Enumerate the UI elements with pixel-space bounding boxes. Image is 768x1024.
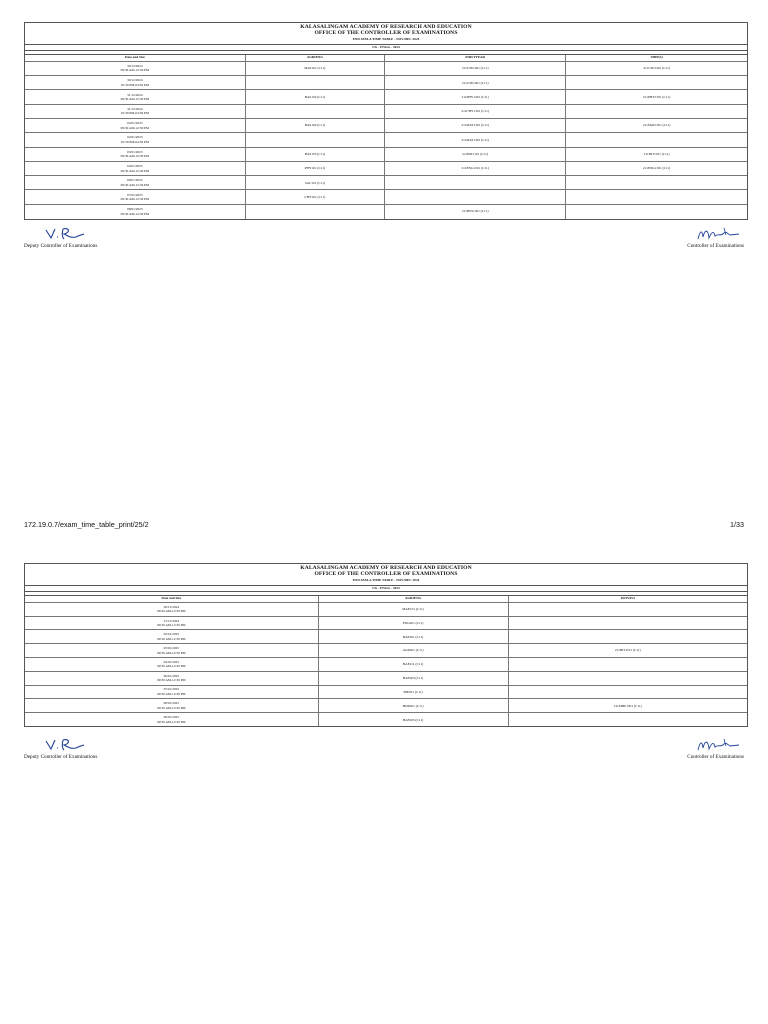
- course-cell: 211BIT1101 (C11): [508, 644, 747, 658]
- timetable-sheet-2: [24, 563, 748, 727]
- date-slot-cell: 04/01/2025 09:30 AM-12:30 PM: [25, 161, 245, 175]
- date-slot-cell: 07/01/2025 09:30 AM-12:30 PM: [25, 190, 245, 204]
- exam-title: END SEM-A TIME TABLE - NOV/DEC 2024: [352, 577, 420, 582]
- date-slot-cell: 30/12/2024 09:30 AM-12:30 PM: [25, 602, 318, 616]
- course-cell: BAS104 (C11): [245, 119, 384, 133]
- course-cell: [508, 658, 747, 672]
- timetable-table: [25, 55, 747, 219]
- course-cell: 211CSE1401 (C11): [385, 76, 566, 90]
- course-cell: ENG201 (C11): [318, 616, 508, 630]
- course-cell: 211PHY1301 (C11): [566, 90, 747, 104]
- course-cell: 211ENG1301 (C11): [385, 161, 566, 175]
- course-cell: [566, 176, 747, 190]
- sheet-header: [25, 23, 747, 45]
- date-slot-cell: 03/01/2025 09:30 AM-12:30 PM: [25, 147, 245, 161]
- course-cell: [385, 176, 566, 190]
- timetable-sheet-1: [24, 22, 748, 220]
- deputy-controller-signature: [24, 736, 144, 760]
- table-row: [25, 61, 747, 75]
- course-cell: 211CSE1401 (C11): [566, 61, 747, 75]
- date-slot-cell: 02/01/2025 09:30 AM-12:30 PM: [25, 630, 318, 644]
- course-cell: 211ENG1301 (C11): [566, 161, 747, 175]
- course-cell: [566, 190, 747, 204]
- course-cell: MAE101 (C11): [318, 602, 508, 616]
- table-row: [25, 630, 747, 644]
- course-cell: [566, 204, 747, 218]
- course-cell: [508, 630, 747, 644]
- controller-label: Controller of Examinations: [687, 243, 744, 249]
- table-row: [25, 685, 747, 699]
- table-row: [25, 104, 747, 118]
- date-slot-cell: 02/01/2025 01:30 PM-04:30 PM: [25, 133, 245, 147]
- table-row: [25, 204, 747, 218]
- date-slot-cell: 06/01/2025 09:30 AM-12:30 PM: [25, 671, 318, 685]
- signature-icon: [24, 736, 84, 754]
- page-number: 1/33: [730, 520, 744, 529]
- date-slot-cell: 03/01/2025 09:30 AM-12:30 PM: [25, 644, 318, 658]
- date-slot-cell: 31/12/2024 01:30 PM-04:30 PM: [25, 104, 245, 118]
- course-cell: SAC101 (C11): [245, 176, 384, 190]
- course-cell: [508, 713, 747, 727]
- date-slot-cell: 07/01/2025 09:30 AM-12:30 PM: [25, 685, 318, 699]
- course-cell: CHY101 (C11): [245, 190, 384, 204]
- signature-icon: [684, 736, 744, 754]
- date-slot-cell: 30/12/2024 01:30 PM-04:30 PM: [25, 76, 245, 90]
- table-row: [25, 147, 747, 161]
- page-url: 172.19.0.7/exam_time_table_print/25/2: [24, 520, 149, 529]
- sheet-header: [25, 564, 747, 586]
- controller-signature: [624, 736, 744, 760]
- date-slot-cell: 31/12/2024 09:30 AM-12:30 PM: [25, 616, 318, 630]
- course-cell: [508, 671, 747, 685]
- course-cell: 211MAT1301 (C11): [385, 133, 566, 147]
- course-cell: [245, 133, 384, 147]
- course-cell: MAT101 (C11): [245, 61, 384, 75]
- signature-icon: [24, 225, 84, 243]
- programme-label: UG - ENGG - 2023: [25, 586, 747, 592]
- course-cell: HOR201 (C11): [318, 699, 508, 713]
- course-cell: 211CSE1401 (C11): [385, 61, 566, 75]
- course-cell: BAE201 (C11): [318, 630, 508, 644]
- course-cell: [508, 602, 747, 616]
- office-name: OFFICE OF THE CONTROLLER OF EXAMINATIONS: [314, 30, 458, 37]
- table-row: [25, 699, 747, 713]
- table-row: [25, 713, 747, 727]
- table-row: [25, 119, 747, 133]
- course-cell: BAS105 (C11): [245, 147, 384, 161]
- date-slot-cell: 04/01/2025 09:30 AM-12:30 PM: [25, 658, 318, 672]
- table-row: [25, 90, 747, 104]
- course-cell: BAE205 (C11): [318, 713, 508, 727]
- table-row: [25, 176, 747, 190]
- date-slot-cell: 08/01/2025 09:30 AM-12:30 PM: [25, 699, 318, 713]
- course-cell: BAE203 (C11): [318, 671, 508, 685]
- course-cell: 211PHY1301 (C11): [385, 90, 566, 104]
- column-header: Date and Slot: [25, 596, 318, 603]
- controller-signature: [624, 225, 744, 249]
- course-cell: [508, 685, 747, 699]
- course-cell: BAE211 (C11): [318, 658, 508, 672]
- column-header: SHIP(S): [566, 55, 747, 62]
- timetable-table: [25, 596, 747, 727]
- course-cell: 211CHY1301 (C11): [385, 104, 566, 118]
- programme-label: UG - ENGG - 2024: [25, 45, 747, 51]
- course-cell: 211HSS1301 (C11): [385, 204, 566, 218]
- course-cell: [566, 133, 747, 147]
- table-row: [25, 658, 747, 672]
- course-cell: [508, 616, 747, 630]
- table-row: [25, 161, 747, 175]
- table-row: [25, 602, 747, 616]
- office-name: OFFICE OF THE CONTROLLER OF EXAMINATIONS: [314, 571, 458, 578]
- course-cell: 211MAT1301 (C11): [385, 119, 566, 133]
- course-cell: [566, 104, 747, 118]
- table-row: [25, 133, 747, 147]
- column-header: AGRIENG: [245, 55, 384, 62]
- course-cell: 211BIT1101 (C11): [566, 147, 747, 161]
- course-cell: 211MHE1301 (C11): [508, 699, 747, 713]
- course-cell: [385, 190, 566, 204]
- controller-label: Controller of Examinations: [687, 754, 744, 760]
- date-slot-cell: 02/01/2025 09:30 AM-12:30 PM: [25, 119, 245, 133]
- course-cell: [245, 76, 384, 90]
- deputy-controller-label: Deputy Controller of Examinations: [24, 754, 98, 760]
- institution-name: KALASALINGAM ACADEMY OF RESEARCH AND EDUCATION: [300, 24, 472, 30]
- date-slot-cell: 08/01/2025 09:30 AM-12:30 PM: [25, 204, 245, 218]
- institution-name: KALASALINGAM ACADEMY OF RESEARCH AND EDUCATION: [300, 565, 472, 571]
- column-header: AGRIENG: [318, 596, 508, 603]
- table-row: [25, 644, 747, 658]
- course-cell: PHY101 (C11): [245, 161, 384, 175]
- deputy-controller-label: Deputy Controller of Examinations: [24, 243, 98, 249]
- table-row: [25, 190, 747, 204]
- course-cell: BAS102 (C11): [245, 90, 384, 104]
- course-cell: [245, 104, 384, 118]
- date-slot-cell: 09/01/2025 09:30 AM-12:30 PM: [25, 713, 318, 727]
- signature-icon: [684, 225, 744, 243]
- course-cell: [245, 204, 384, 218]
- course-cell: 211BIT1101 (C11): [385, 147, 566, 161]
- course-cell: BIE201 (C11): [318, 685, 508, 699]
- column-header: INOVAVI: [508, 596, 747, 603]
- table-row: [25, 616, 747, 630]
- column-header: FIRSTYEAR: [385, 55, 566, 62]
- date-slot-cell: 31/12/2024 09:30 AM-12:30 PM: [25, 90, 245, 104]
- column-header: Date and Slot: [25, 55, 245, 62]
- course-cell: 211MAT1301 (C11): [566, 119, 747, 133]
- table-row: [25, 76, 747, 90]
- deputy-controller-signature: [24, 225, 144, 249]
- table-row: [25, 671, 747, 685]
- exam-title: END SEM-A TIME TABLE - NOV/DEC 2024: [352, 36, 420, 41]
- course-cell: AGR201 (C11): [318, 644, 508, 658]
- date-slot-cell: 30/12/2024 09:30 AM-12:30 PM: [25, 61, 245, 75]
- course-cell: [566, 76, 747, 90]
- date-slot-cell: 06/01/2025 09:30 AM-12:30 PM: [25, 176, 245, 190]
